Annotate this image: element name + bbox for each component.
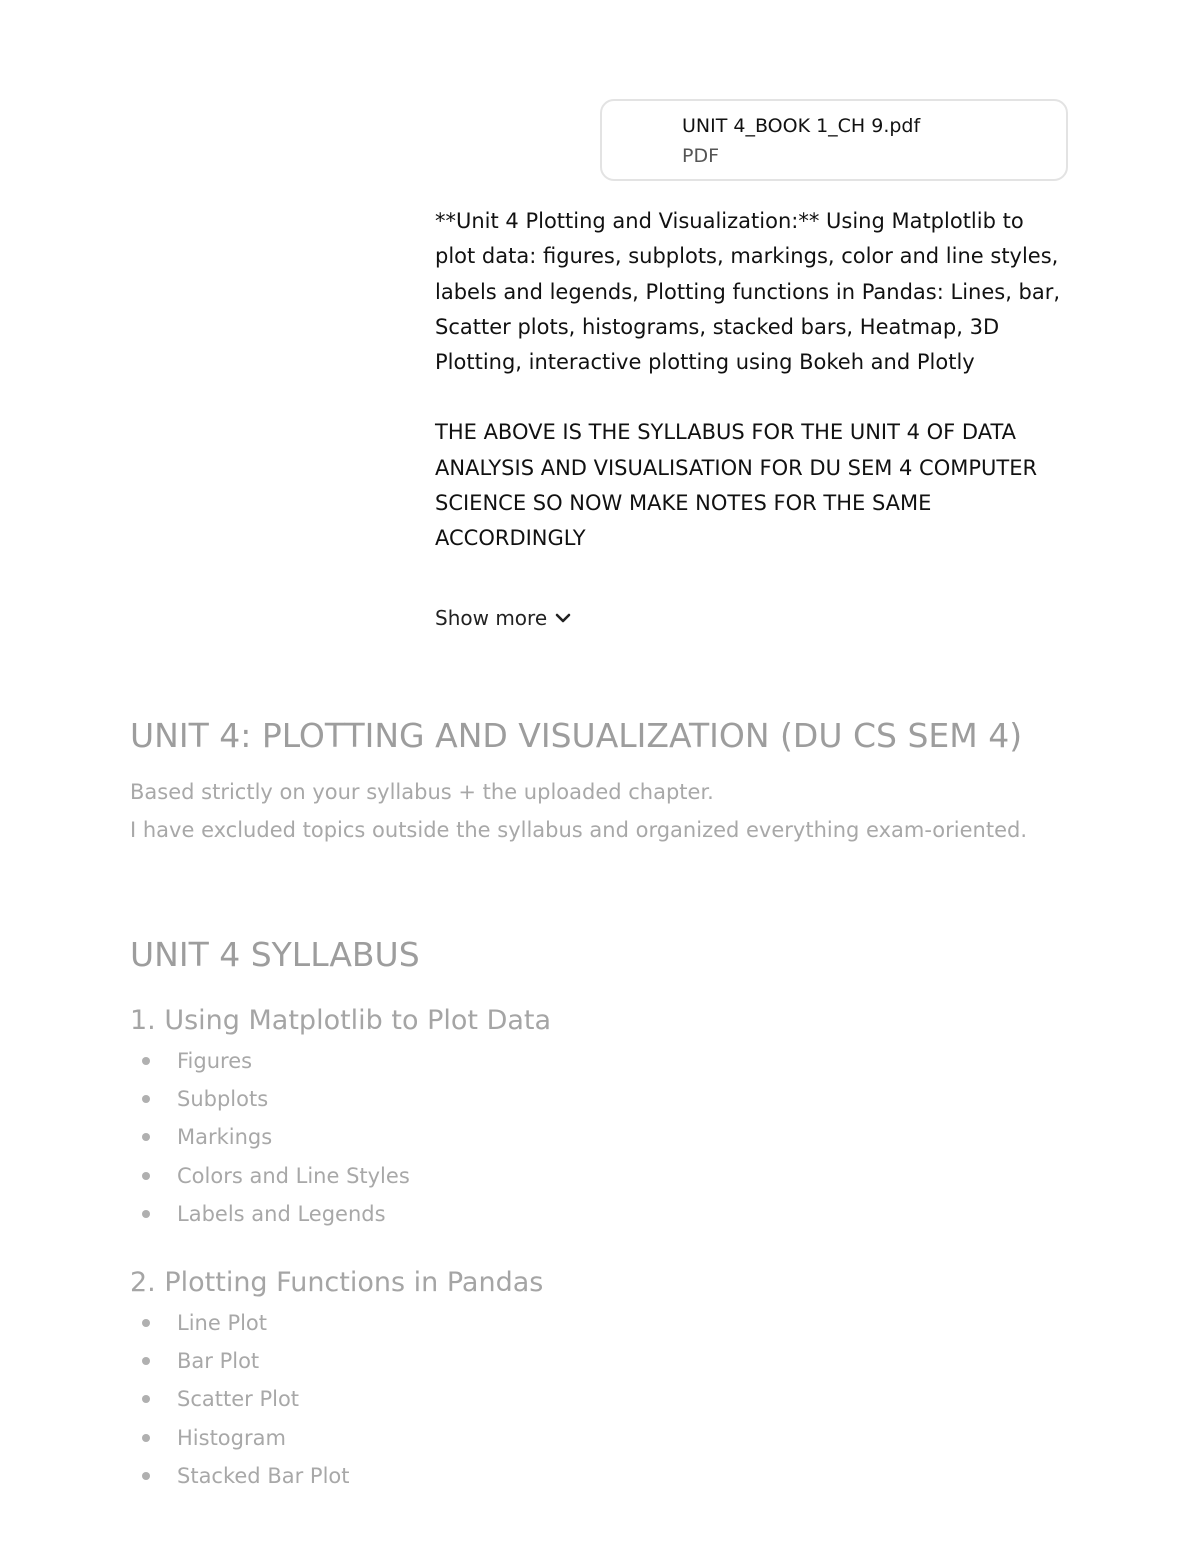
- user-message-paragraph: **Unit 4 Plotting and Visualization:** Using Matplotlib to plot data: figures, subplots, markings, color and line styles, labels and legends, Plotting functions in Pandas: Lines, bar, Scatter plots, histograms, stacked bars, Heatmap, 3D Plotting, interactive plotting using Bokeh and Plotly: [435, 209, 1061, 375]
- bullet-icon: [142, 1133, 150, 1141]
- syllabus-heading: UNIT 4 SYLLABUS: [130, 935, 420, 974]
- show-more-button[interactable]: [435, 606, 571, 630]
- bullet-icon: [142, 1095, 150, 1103]
- bullet-icon: [142, 1210, 150, 1218]
- section-heading: 2. Plotting Functions in Pandas: [130, 1267, 544, 1298]
- list-item: Labels and Legends: [130, 1195, 551, 1233]
- list-item: Bar Plot: [130, 1342, 543, 1380]
- attachment-file-name: UNIT 4_BOOK 1_CH 9.pdf: [682, 115, 921, 137]
- bullet-icon: [142, 1319, 150, 1327]
- syllabus-section: [130, 1005, 551, 1233]
- list-item: Figures: [130, 1042, 551, 1080]
- attachment-card[interactable]: [600, 99, 1068, 181]
- intro-line: Based strictly on your syllabus + the uploaded chapter.: [130, 780, 714, 804]
- user-message: [435, 204, 1065, 557]
- bullet-icon: [142, 1472, 150, 1480]
- list-item: Markings: [130, 1118, 551, 1156]
- bullet-icon: [142, 1434, 150, 1442]
- attachment-file-type: PDF: [682, 145, 720, 167]
- bullet-list: [130, 1304, 543, 1495]
- chevron-down-icon: [555, 612, 571, 624]
- section-heading: 1. Using Matplotlib to Plot Data: [130, 1005, 552, 1036]
- list-item: Subplots: [130, 1080, 551, 1118]
- bullet-icon: [142, 1395, 150, 1403]
- list-item: Line Plot: [130, 1304, 543, 1342]
- bullet-icon: [142, 1057, 150, 1065]
- intro-line: I have excluded topics outside the syllabus and organized everything exam-oriented.: [130, 818, 1028, 842]
- list-item: Stacked Bar Plot: [130, 1457, 543, 1495]
- response-title: UNIT 4: PLOTTING AND VISUALIZATION (DU CS SEM 4): [130, 716, 1023, 755]
- syllabus-section: [130, 1267, 543, 1495]
- bullet-list: [130, 1042, 551, 1233]
- list-item: Colors and Line Styles: [130, 1157, 551, 1195]
- list-item: Scatter Plot: [130, 1380, 543, 1418]
- show-more-label: Show more: [435, 606, 548, 630]
- response-intro: [130, 773, 1027, 849]
- list-item: Histogram: [130, 1419, 543, 1457]
- user-message-paragraph: THE ABOVE IS THE SYLLABUS FOR THE UNIT 4 OF DATA ANALYSIS AND VISUALISATION FOR DU SEM 4 COMPUTER SCIENCE SO NOW MAKE NOTES FOR THE SAME ACCORDINGLY: [435, 420, 1038, 551]
- bullet-icon: [142, 1357, 150, 1365]
- bullet-icon: [142, 1172, 150, 1180]
